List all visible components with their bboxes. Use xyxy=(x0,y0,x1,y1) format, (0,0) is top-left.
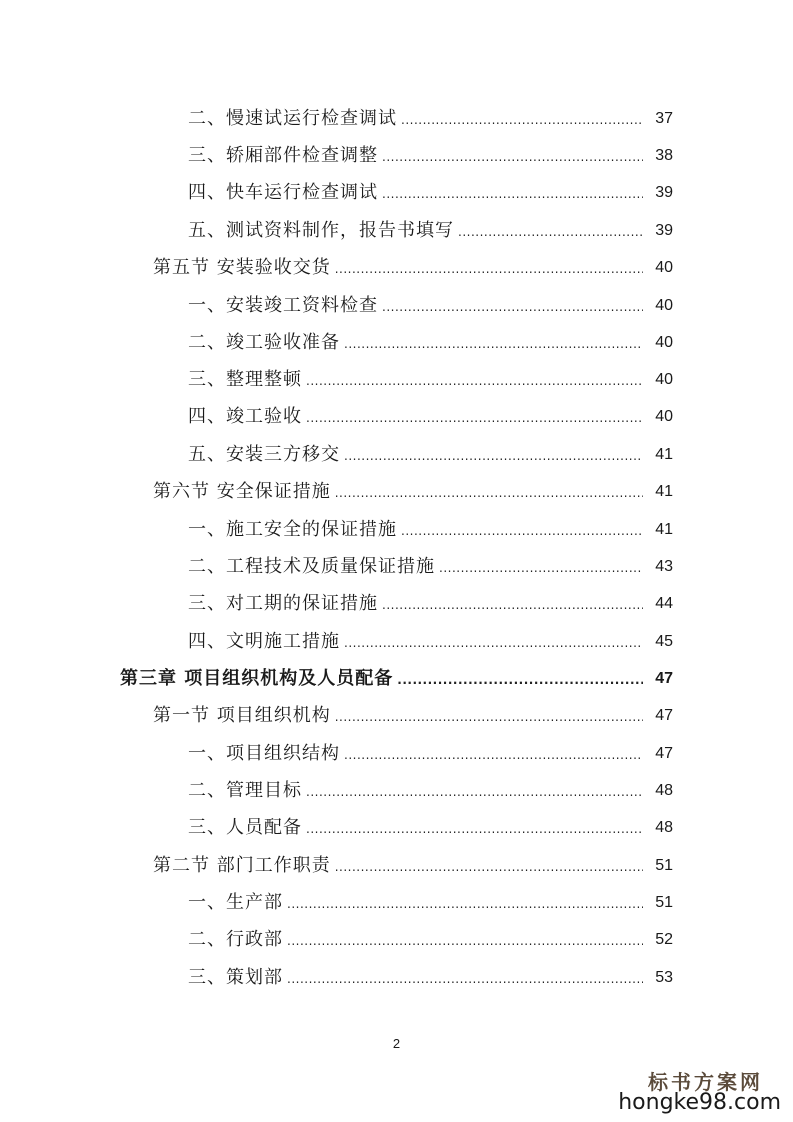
toc-entry-label: 四、竣工验收 xyxy=(188,406,302,427)
toc-page-number: 38 xyxy=(655,147,673,164)
toc-page-number: 41 xyxy=(655,521,673,538)
toc-page-number: 48 xyxy=(655,819,673,836)
toc-entry xyxy=(188,212,673,242)
toc-entry-label: 一、施工安全的保证措施 xyxy=(188,519,397,540)
toc-entry xyxy=(188,623,673,653)
toc-entry xyxy=(153,473,673,503)
toc-entry-label: 三、整理整顿 xyxy=(188,369,302,390)
toc-entry xyxy=(188,735,673,765)
dot-leader xyxy=(401,114,643,126)
dot-leader xyxy=(306,823,643,835)
watermark-brand: 标书方案网 xyxy=(648,1070,763,1094)
toc-page-number: 47 xyxy=(655,745,673,762)
dot-leader xyxy=(382,151,643,163)
toc-entry-label: 五、安装三方移交 xyxy=(188,444,340,465)
dot-leader xyxy=(344,338,643,350)
toc-entry-label: 一、安装竣工资料检查 xyxy=(188,295,378,316)
toc-entry xyxy=(188,959,673,989)
toc-entry-label: 第六节 安全保证措施 xyxy=(153,481,331,502)
toc-entry-label: 三、对工期的保证措施 xyxy=(188,593,378,614)
toc-entry-label: 四、文明施工措施 xyxy=(188,631,340,652)
toc-entry xyxy=(188,324,673,354)
toc-entry-label: 二、竣工验收准备 xyxy=(188,332,340,353)
toc-page-number: 52 xyxy=(655,931,673,948)
dot-leader xyxy=(382,599,643,611)
toc-entry xyxy=(153,249,673,279)
dot-leader xyxy=(344,450,643,462)
toc-entry-label: 第五节 安装验收交货 xyxy=(153,257,331,278)
dot-leader xyxy=(335,861,643,873)
toc-page-number: 51 xyxy=(655,894,673,911)
toc-entry xyxy=(188,511,673,541)
toc-entry xyxy=(188,548,673,578)
toc-entry-label: 一、项目组织结构 xyxy=(188,743,340,764)
dot-leader xyxy=(458,226,643,238)
toc-page-number: 39 xyxy=(655,184,673,201)
toc-page-number: 53 xyxy=(655,969,673,986)
toc-entry xyxy=(188,772,673,802)
dot-leader xyxy=(397,674,643,686)
dot-leader xyxy=(306,412,643,424)
dot-leader xyxy=(439,562,643,574)
toc-entry xyxy=(188,809,673,839)
dot-leader xyxy=(335,487,643,499)
toc-page-number: 40 xyxy=(655,371,673,388)
toc-page-number: 43 xyxy=(655,558,673,575)
toc-entry-label: 五、测试资料制作，报告书填写 xyxy=(188,220,454,241)
toc-entry-label: 第二节 部门工作职责 xyxy=(153,855,331,876)
toc-page-number: 47 xyxy=(655,707,673,724)
toc-entry xyxy=(188,137,673,167)
toc-page-number: 40 xyxy=(655,259,673,276)
toc-page-number: 47 xyxy=(655,670,673,687)
dot-leader xyxy=(335,263,643,275)
dot-leader xyxy=(344,749,643,761)
dot-leader xyxy=(306,375,643,387)
dot-leader xyxy=(382,301,643,313)
toc-entry-label: 一、生产部 xyxy=(188,892,283,913)
toc-entry-label: 二、工程技术及质量保证措施 xyxy=(188,556,435,577)
toc-entry xyxy=(188,100,673,130)
toc-page-number: 48 xyxy=(655,782,673,799)
toc-page-number: 41 xyxy=(655,446,673,463)
toc-page-number: 40 xyxy=(655,334,673,351)
toc-entry-label: 四、快车运行检查调试 xyxy=(188,182,378,203)
toc-entry xyxy=(188,884,673,914)
toc-entry xyxy=(153,847,673,877)
toc-entry-label: 三、人员配备 xyxy=(188,817,302,838)
dot-leader xyxy=(382,188,643,200)
toc-entry-label: 二、管理目标 xyxy=(188,780,302,801)
toc-entry-label: 三、轿厢部件检查调整 xyxy=(188,145,378,166)
toc-entry xyxy=(188,921,673,951)
dot-leader xyxy=(287,973,643,985)
watermark-url: hongke98.com xyxy=(618,1090,781,1115)
toc-chapter-entry xyxy=(120,660,673,690)
toc-page-number: 40 xyxy=(655,408,673,425)
toc-entry-label: 三、策划部 xyxy=(188,967,283,988)
dot-leader xyxy=(344,637,643,649)
toc-entry xyxy=(188,361,673,391)
toc-entry-label: 第一节 项目组织机构 xyxy=(153,705,331,726)
toc-page-number: 41 xyxy=(655,483,673,500)
toc-page-number: 51 xyxy=(655,857,673,874)
toc-entry-label: 第三章 项目组织机构及人员配备 xyxy=(120,668,394,689)
dot-leader xyxy=(287,898,643,910)
toc-entry xyxy=(188,436,673,466)
toc-page-number: 44 xyxy=(655,595,673,612)
toc-entry-label: 二、慢速试运行检查调试 xyxy=(188,108,397,129)
dot-leader xyxy=(306,786,643,798)
toc-entry xyxy=(188,174,673,204)
toc-page-number: 45 xyxy=(655,633,673,650)
toc-page-number: 37 xyxy=(655,110,673,127)
toc-entry xyxy=(188,287,673,317)
toc-entry xyxy=(188,398,673,428)
toc-page-number: 40 xyxy=(655,297,673,314)
toc-page-number: 39 xyxy=(655,222,673,239)
toc-entry-label: 二、行政部 xyxy=(188,929,283,950)
toc-entry xyxy=(188,585,673,615)
dot-leader xyxy=(287,935,643,947)
dot-leader xyxy=(401,525,643,537)
toc-entry xyxy=(153,697,673,727)
dot-leader xyxy=(335,711,643,723)
page-number: 2 xyxy=(392,1036,401,1051)
